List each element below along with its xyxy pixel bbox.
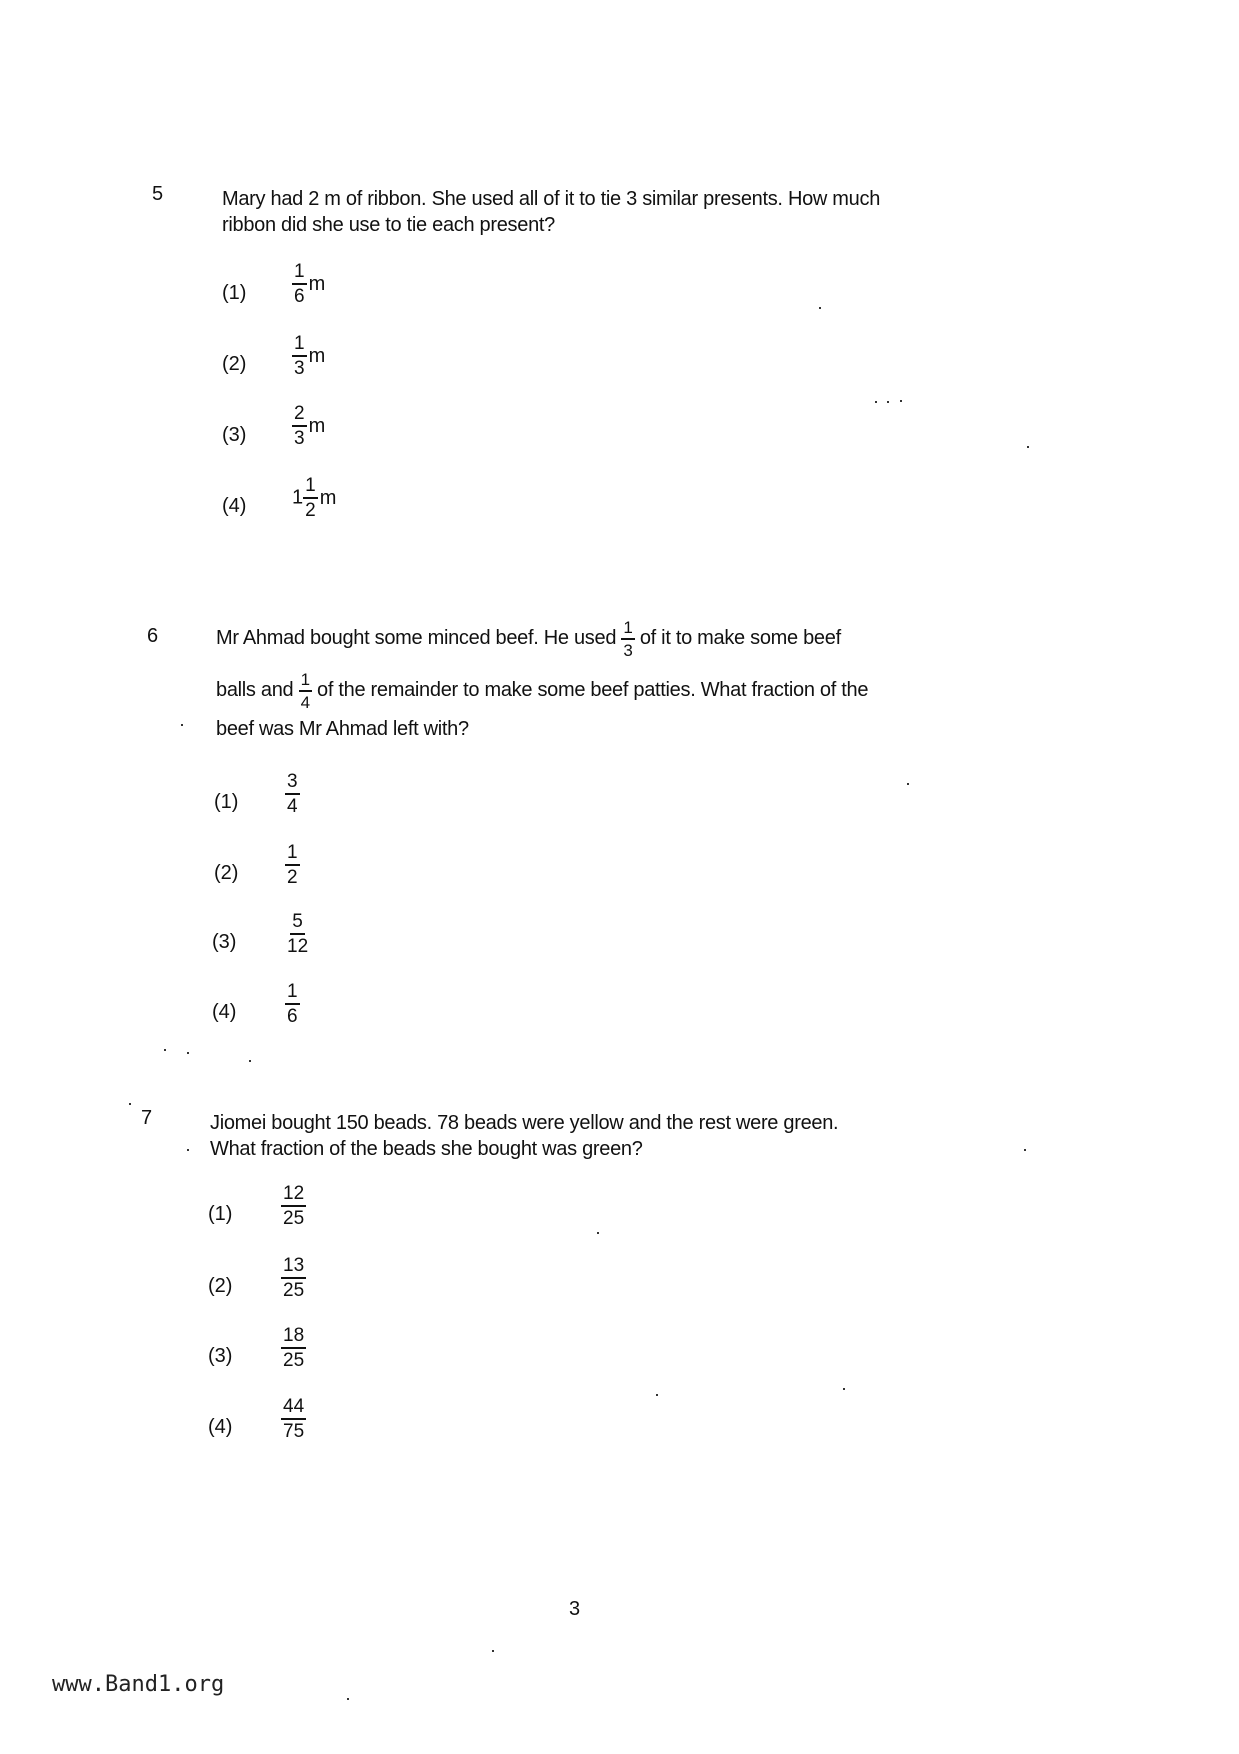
q7-option-1-denominator: 25 (283, 1208, 305, 1229)
q5-option-1-numerator: 1 (292, 262, 307, 285)
scan-speck (164, 1049, 166, 1051)
q7-option-3-label: (3) (208, 1345, 233, 1367)
q7-option-2-numerator: 13 (281, 1256, 306, 1279)
scan-speck (819, 307, 821, 309)
scan-speck (843, 1388, 845, 1390)
q7-option-1-value (281, 1184, 306, 1228)
q6-fraction-2-numerator: 1 (299, 671, 312, 692)
q7-option-4-label: (4) (208, 1416, 233, 1438)
question-5-text (222, 186, 1042, 238)
q5-option-2-value (292, 334, 325, 378)
scan-speck (249, 1060, 251, 1062)
q6-option-3-label: (3) (212, 931, 237, 953)
q6-option-4-label: (4) (212, 1001, 237, 1023)
q5-option-4-value (292, 476, 336, 520)
q5-option-4-whole: 1 (292, 486, 304, 509)
question-6-line-2 (216, 664, 1056, 716)
q5-option-1-label: (1) (222, 282, 247, 304)
q7-option-1-label: (1) (208, 1203, 233, 1225)
q6-option-4-denominator: 6 (287, 1006, 298, 1027)
q6-fraction-1-denominator: 3 (623, 640, 633, 660)
q5-option-1-value (292, 262, 325, 306)
scan-speck (900, 400, 902, 402)
q6-option-4-numerator: 1 (285, 982, 300, 1005)
question-6-text (216, 612, 1056, 742)
scan-speck (129, 1103, 131, 1105)
q6-option-3-numerator: 5 (290, 912, 305, 935)
q5-option-3-denominator: 3 (294, 428, 305, 449)
question-7-number: 7 (141, 1107, 153, 1129)
scan-speck (1024, 1149, 1026, 1151)
q6-option-2-value (285, 843, 300, 887)
scan-speck (907, 783, 909, 785)
q6-option-1-value (285, 772, 300, 816)
q6-option-2-numerator: 1 (285, 843, 300, 866)
q6-option-1-denominator: 4 (287, 796, 298, 817)
q6-option-3-value (285, 912, 310, 956)
q5-option-4-unit: m (319, 486, 337, 509)
question-7-text (210, 1110, 1030, 1162)
q6-option-2-label: (2) (214, 862, 239, 884)
q5-option-1-unit: m (308, 272, 326, 295)
question-6-text-a: Mr Ahmad bought some minced beef. He used (216, 627, 617, 649)
question-5-number: 5 (152, 183, 164, 205)
q5-option-2-numerator: 1 (292, 334, 307, 357)
question-7-line-2: What fraction of the beads she bought was green? (210, 1138, 643, 1160)
scan-speck (187, 1149, 189, 1151)
q6-option-2-denominator: 2 (287, 867, 298, 888)
footer-watermark: www.Band1.org (52, 1672, 225, 1697)
q5-option-3-label: (3) (222, 424, 247, 446)
scan-speck (187, 1052, 189, 1054)
q7-option-3-numerator: 18 (281, 1326, 306, 1349)
q6-option-1-label: (1) (214, 791, 239, 813)
page-number: 3 (569, 1598, 581, 1620)
q6-fraction-1-numerator: 1 (621, 619, 634, 640)
q5-option-4-label: (4) (222, 495, 247, 517)
q6-fraction-2-denominator: 4 (300, 692, 310, 712)
q7-option-4-value (281, 1397, 306, 1441)
question-6-line-1 (216, 612, 1056, 664)
q5-option-1-denominator: 6 (294, 286, 305, 307)
q7-option-2-label: (2) (208, 1275, 233, 1297)
question-6-text-b: of it to make some beef (639, 627, 841, 649)
question-7-line-1: Jiomei bought 150 beads. 78 beads were yellow and the rest were green. (210, 1112, 839, 1134)
scan-speck (181, 724, 183, 726)
question-5-line-2: ribbon did she use to tie each present? (222, 214, 555, 236)
q5-option-4-numerator: 1 (303, 476, 318, 499)
q6-option-3-denominator: 12 (287, 936, 309, 957)
question-6-text-d: of the remainder to make some beef patties. What fraction of the (317, 679, 869, 701)
scan-speck (492, 1650, 494, 1652)
scan-speck (597, 1232, 599, 1234)
q5-option-3-value (292, 404, 325, 448)
q5-option-3-numerator: 2 (292, 404, 307, 427)
question-6-number: 6 (147, 625, 159, 647)
q7-option-4-denominator: 75 (283, 1421, 305, 1442)
q5-option-2-unit: m (308, 344, 326, 367)
q5-option-4-denominator: 2 (305, 500, 316, 521)
q7-option-3-denominator: 25 (283, 1350, 305, 1371)
q5-option-2-label: (2) (222, 353, 247, 375)
scan-speck (656, 1394, 658, 1396)
q7-option-1-numerator: 12 (281, 1184, 306, 1207)
q6-option-1-numerator: 3 (285, 772, 300, 795)
scan-speck (1027, 446, 1029, 448)
q7-option-2-denominator: 25 (283, 1280, 305, 1301)
scan-speck (887, 401, 889, 403)
q7-option-4-numerator: 44 (281, 1397, 306, 1420)
q7-option-3-value (281, 1326, 306, 1370)
question-5-line-1: Mary had 2 m of ribbon. She used all of it to tie 3 similar presents. How much (222, 188, 881, 210)
q5-option-2-denominator: 3 (294, 358, 305, 379)
scan-speck (347, 1698, 349, 1700)
scan-speck (875, 401, 877, 403)
question-6-text-c: balls and (216, 679, 294, 701)
question-6-line-3: beef was Mr Ahmad left with? (216, 718, 469, 740)
q5-option-3-unit: m (308, 414, 326, 437)
q7-option-2-value (281, 1256, 306, 1300)
q6-option-4-value (285, 982, 300, 1026)
